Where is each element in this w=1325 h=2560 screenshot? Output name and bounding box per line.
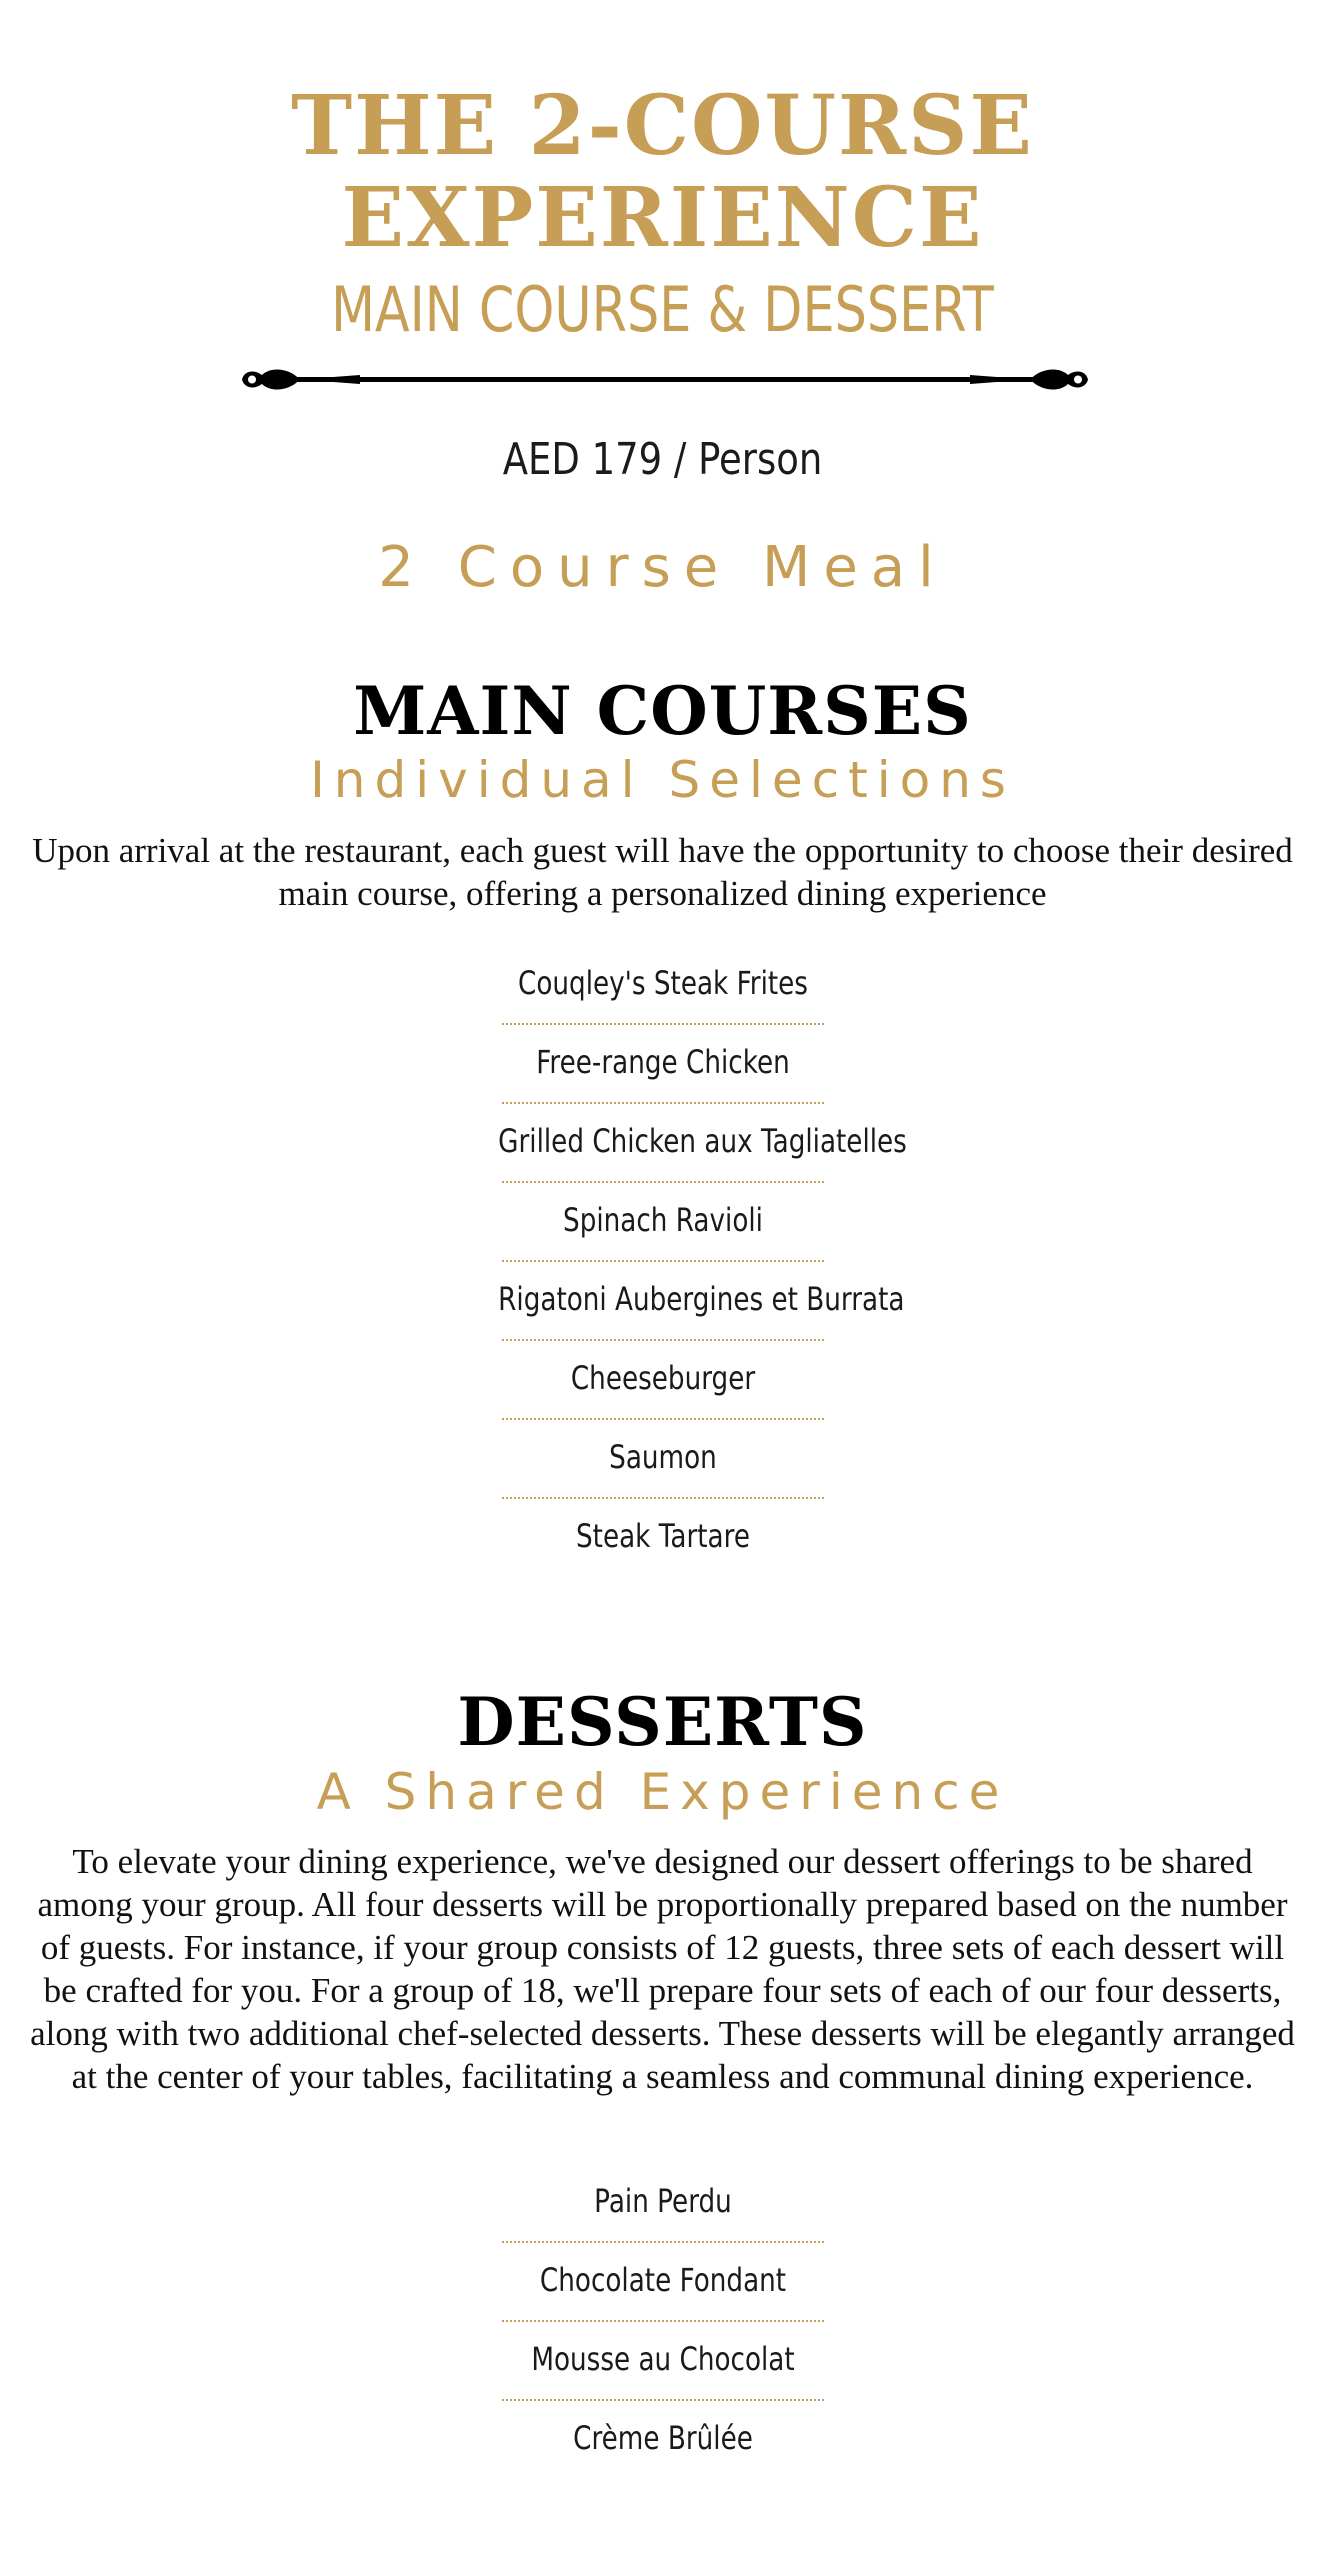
list-item — [462, 1424, 864, 1503]
list-item — [462, 1108, 907, 1187]
ornamental-divider-icon — [240, 355, 1090, 405]
menu-item-label: Steak Tartare — [576, 1517, 750, 1555]
list-item — [462, 2326, 864, 2405]
desserts-subtitle: A Shared Experience — [316, 1763, 1009, 1821]
price-per-person: AED 179 / Person — [502, 434, 823, 485]
main-courses-description: Upon arrival at the restaurant, each guest will have the opportunity to choose their desired main course, offering a personalized dining experience — [32, 831, 1293, 913]
menu-item-label: Rigatoni Aubergines et Burrata — [498, 1280, 905, 1318]
list-item — [462, 1266, 905, 1345]
desserts-list — [462, 2168, 864, 2484]
main-courses-title: MAIN COURSES — [353, 672, 972, 750]
desserts-title: DESSERTS — [457, 1683, 868, 1761]
hero-subtitle: MAIN COURSE & DESSERT — [331, 273, 994, 346]
menu-item-label: Grilled Chicken aux Tagliatelles — [498, 1122, 907, 1160]
list-item — [462, 2405, 864, 2484]
menu-item-label: Spinach Ravioli — [563, 1201, 763, 1239]
hero-title-line-2: EXPERIENCE — [341, 170, 984, 266]
list-item — [462, 2168, 864, 2247]
list-item — [462, 1345, 864, 1424]
hero-title-line-1: THE 2-COURSE — [291, 78, 1034, 174]
menu-item-label: Chocolate Fondant — [539, 2261, 787, 2299]
menu-item-label: Crème Brûlée — [573, 2419, 753, 2457]
list-item — [462, 1029, 864, 1108]
menu-item-label: Pain Perdu — [594, 2182, 732, 2220]
menu-item-label: Mousse au Chocolat — [531, 2340, 795, 2378]
list-item — [462, 1187, 864, 1266]
list-item — [462, 2247, 864, 2326]
meal-label: 2 Course Meal — [378, 535, 947, 600]
main-courses-subtitle: Individual Selections — [310, 751, 1015, 809]
desserts-description: To elevate your dining experience, we've designed our dessert offerings to be shared among your group. All four desserts will be proportionally prepared based on the number of guests. For instance, if your group consists of 12 guests, three sets of each dessert will be crafted for you. For a group of 18, we'll prepare four sets of each of our four desserts, along with two additional chef-selected desserts. These desserts will be elegantly arranged at the center of your tables, facilitating a seamless and communal dining experience. — [30, 1842, 1295, 2096]
list-item — [462, 1503, 864, 1582]
menu-item-label: Saumon — [609, 1438, 717, 1476]
menu-item-label: Couqley's Steak Frites — [518, 964, 808, 1002]
menu-item-label: Free-range Chicken — [536, 1043, 790, 1081]
hero-title — [0, 80, 1325, 264]
list-item — [462, 950, 864, 1029]
main-courses-list — [462, 950, 907, 1582]
menu-item-label: Cheeseburger — [570, 1359, 756, 1397]
